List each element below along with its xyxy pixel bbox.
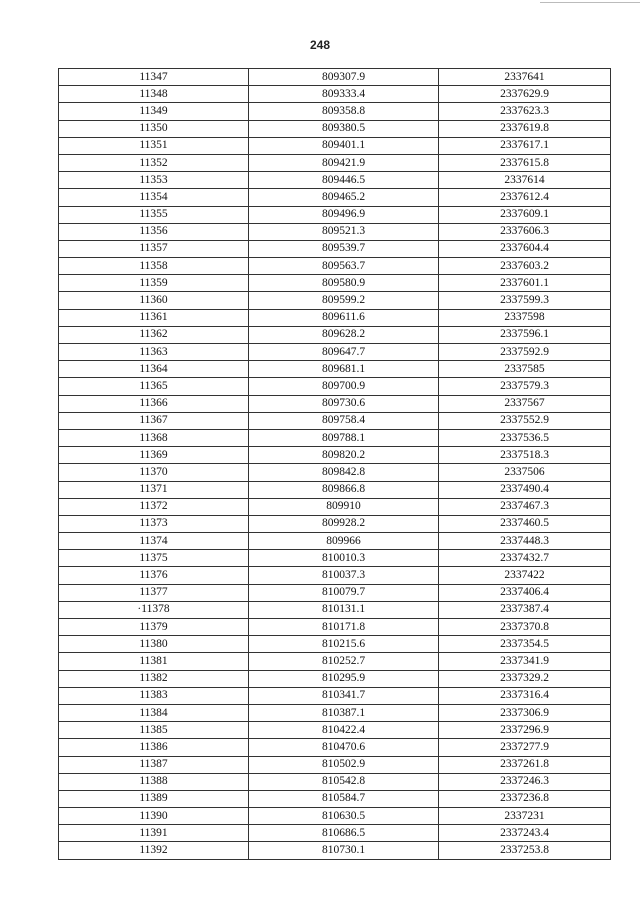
table-row — [59, 722, 611, 739]
table-row — [59, 498, 611, 515]
y-coordinate-cell: 2337432.7 — [439, 550, 611, 567]
table-row — [59, 447, 611, 464]
x-coordinate-cell: 810584.7 — [249, 790, 439, 807]
table-row — [59, 240, 611, 257]
point-id-cell: 11347 — [59, 69, 249, 86]
table-row — [59, 154, 611, 171]
y-coordinate-cell: 2337490.4 — [439, 481, 611, 498]
table-row — [59, 326, 611, 343]
x-coordinate-cell: 809358.8 — [249, 103, 439, 120]
point-id-cell: 11358 — [59, 258, 249, 275]
x-coordinate-cell: 810470.6 — [249, 739, 439, 756]
table-row — [59, 739, 611, 756]
x-coordinate-cell: 809465.2 — [249, 189, 439, 206]
point-id-cell: 11389 — [59, 790, 249, 807]
table-body — [59, 69, 611, 860]
x-coordinate-cell: 809599.2 — [249, 292, 439, 309]
table-row — [59, 567, 611, 584]
point-id-cell: 11374 — [59, 533, 249, 550]
y-coordinate-cell: 2337246.3 — [439, 773, 611, 790]
point-id-cell: 11351 — [59, 137, 249, 154]
point-id-cell: 11363 — [59, 344, 249, 361]
y-coordinate-cell: 2337253.8 — [439, 842, 611, 859]
point-id-cell: 11391 — [59, 825, 249, 842]
point-id-cell: 11376 — [59, 567, 249, 584]
y-coordinate-cell: 2337448.3 — [439, 533, 611, 550]
point-id-cell: 11354 — [59, 189, 249, 206]
point-id-cell: 11353 — [59, 172, 249, 189]
x-coordinate-cell: 809788.1 — [249, 429, 439, 446]
y-coordinate-cell: 2337422 — [439, 567, 611, 584]
table-row — [59, 481, 611, 498]
table-row — [59, 808, 611, 825]
y-coordinate-cell: 2337506 — [439, 464, 611, 481]
x-coordinate-cell: 810502.9 — [249, 756, 439, 773]
x-coordinate-cell: 809758.4 — [249, 412, 439, 429]
point-id-cell: 11360 — [59, 292, 249, 309]
y-coordinate-cell: 2337603.2 — [439, 258, 611, 275]
y-coordinate-cell: 2337354.5 — [439, 636, 611, 653]
x-coordinate-cell: 809307.9 — [249, 69, 439, 86]
x-coordinate-cell: 809539.7 — [249, 240, 439, 257]
x-coordinate-cell: 809496.9 — [249, 206, 439, 223]
table-row — [59, 378, 611, 395]
y-coordinate-cell: 2337261.8 — [439, 756, 611, 773]
x-coordinate-cell: 810215.6 — [249, 636, 439, 653]
table-row — [59, 601, 611, 618]
table-row — [59, 69, 611, 86]
y-coordinate-cell: 2337567 — [439, 395, 611, 412]
y-coordinate-cell: 2337387.4 — [439, 601, 611, 618]
y-coordinate-cell: 2337406.4 — [439, 584, 611, 601]
x-coordinate-cell: 809333.4 — [249, 86, 439, 103]
coordinates-table — [58, 68, 611, 860]
x-coordinate-cell: 810686.5 — [249, 825, 439, 842]
point-id-cell: 11371 — [59, 481, 249, 498]
y-coordinate-cell: 2337316.4 — [439, 687, 611, 704]
x-coordinate-cell: 810387.1 — [249, 704, 439, 721]
table-row — [59, 653, 611, 670]
coordinates-table-container — [58, 68, 610, 860]
x-coordinate-cell: 810630.5 — [249, 808, 439, 825]
x-coordinate-cell: 810010.3 — [249, 550, 439, 567]
table-row — [59, 515, 611, 532]
x-coordinate-cell: 810730.1 — [249, 842, 439, 859]
point-id-cell: 11368 — [59, 429, 249, 446]
y-coordinate-cell: 2337641 — [439, 69, 611, 86]
y-coordinate-cell: 2337598 — [439, 309, 611, 326]
table-row — [59, 773, 611, 790]
table-row — [59, 120, 611, 137]
point-id-cell: 11392 — [59, 842, 249, 859]
point-id-cell: 11387 — [59, 756, 249, 773]
table-row — [59, 361, 611, 378]
point-id-cell: 11365 — [59, 378, 249, 395]
x-coordinate-cell: 809820.2 — [249, 447, 439, 464]
point-id-cell: 11377 — [59, 584, 249, 601]
point-id-cell: 11361 — [59, 309, 249, 326]
table-row — [59, 687, 611, 704]
x-coordinate-cell: 809681.1 — [249, 361, 439, 378]
point-id-cell: 11383 — [59, 687, 249, 704]
table-row — [59, 790, 611, 807]
table-row — [59, 670, 611, 687]
y-coordinate-cell: 2337614 — [439, 172, 611, 189]
table-row — [59, 309, 611, 326]
page-number: 248 — [309, 38, 331, 52]
y-coordinate-cell: 2337370.8 — [439, 619, 611, 636]
x-coordinate-cell: 809928.2 — [249, 515, 439, 532]
y-coordinate-cell: 2337460.5 — [439, 515, 611, 532]
point-id-cell: 11386 — [59, 739, 249, 756]
table-row — [59, 137, 611, 154]
point-id-cell: 11384 — [59, 704, 249, 721]
point-id-cell: 11380 — [59, 636, 249, 653]
x-coordinate-cell: 810252.7 — [249, 653, 439, 670]
point-id-cell: 11349 — [59, 103, 249, 120]
y-coordinate-cell: 2337579.3 — [439, 378, 611, 395]
table-row — [59, 464, 611, 481]
x-coordinate-cell: 809966 — [249, 533, 439, 550]
y-coordinate-cell: 2337629.9 — [439, 86, 611, 103]
point-id-cell: 11375 — [59, 550, 249, 567]
table-row — [59, 412, 611, 429]
y-coordinate-cell: 2337585 — [439, 361, 611, 378]
point-id-cell: 11373 — [59, 515, 249, 532]
table-row — [59, 172, 611, 189]
y-coordinate-cell: 2337277.9 — [439, 739, 611, 756]
point-id-cell: 11390 — [59, 808, 249, 825]
point-id-cell: 11382 — [59, 670, 249, 687]
table-row — [59, 103, 611, 120]
point-id-cell: 11364 — [59, 361, 249, 378]
x-coordinate-cell: 810341.7 — [249, 687, 439, 704]
point-id-cell: 11350 — [59, 120, 249, 137]
x-coordinate-cell: 809842.8 — [249, 464, 439, 481]
table-row — [59, 584, 611, 601]
y-coordinate-cell: 2337341.9 — [439, 653, 611, 670]
table-row — [59, 533, 611, 550]
y-coordinate-cell: 2337236.8 — [439, 790, 611, 807]
point-id-cell: 11356 — [59, 223, 249, 240]
x-coordinate-cell: 809446.5 — [249, 172, 439, 189]
x-coordinate-cell: 809730.6 — [249, 395, 439, 412]
table-row — [59, 825, 611, 842]
x-coordinate-cell: 809580.9 — [249, 275, 439, 292]
point-id-cell: 11369 — [59, 447, 249, 464]
x-coordinate-cell: 810422.4 — [249, 722, 439, 739]
table-row — [59, 344, 611, 361]
point-id-cell: 11381 — [59, 653, 249, 670]
point-id-cell: 11357 — [59, 240, 249, 257]
x-coordinate-cell: 809563.7 — [249, 258, 439, 275]
y-coordinate-cell: 2337617.1 — [439, 137, 611, 154]
y-coordinate-cell: 2337623.3 — [439, 103, 611, 120]
point-id-cell: 11352 — [59, 154, 249, 171]
table-row — [59, 223, 611, 240]
y-coordinate-cell: 2337604.4 — [439, 240, 611, 257]
x-coordinate-cell: 809910 — [249, 498, 439, 515]
table-row — [59, 429, 611, 446]
y-coordinate-cell: 2337612.4 — [439, 189, 611, 206]
scan-edge-line — [540, 2, 640, 3]
y-coordinate-cell: 2337619.8 — [439, 120, 611, 137]
point-id-cell: 11359 — [59, 275, 249, 292]
x-coordinate-cell: 809628.2 — [249, 326, 439, 343]
x-coordinate-cell: 809521.3 — [249, 223, 439, 240]
y-coordinate-cell: 2337606.3 — [439, 223, 611, 240]
y-coordinate-cell: 2337615.8 — [439, 154, 611, 171]
table-row — [59, 619, 611, 636]
x-coordinate-cell: 809401.1 — [249, 137, 439, 154]
table-row — [59, 275, 611, 292]
table-row — [59, 258, 611, 275]
table-row — [59, 206, 611, 223]
y-coordinate-cell: 2337552.9 — [439, 412, 611, 429]
y-coordinate-cell: 2337599.3 — [439, 292, 611, 309]
table-row — [59, 86, 611, 103]
y-coordinate-cell: 2337243.4 — [439, 825, 611, 842]
x-coordinate-cell: 810295.9 — [249, 670, 439, 687]
point-id-cell: 11355 — [59, 206, 249, 223]
y-coordinate-cell: 2337329.2 — [439, 670, 611, 687]
point-id-cell: 11362 — [59, 326, 249, 343]
x-coordinate-cell: 809647.7 — [249, 344, 439, 361]
point-id-cell: 11385 — [59, 722, 249, 739]
point-id-cell: 11367 — [59, 412, 249, 429]
x-coordinate-cell: 809380.5 — [249, 120, 439, 137]
x-coordinate-cell: 809866.8 — [249, 481, 439, 498]
y-coordinate-cell: 2337592.9 — [439, 344, 611, 361]
table-row — [59, 189, 611, 206]
table-row — [59, 704, 611, 721]
y-coordinate-cell: 2337536.5 — [439, 429, 611, 446]
table-row — [59, 842, 611, 859]
x-coordinate-cell: 809700.9 — [249, 378, 439, 395]
y-coordinate-cell: 2337601.1 — [439, 275, 611, 292]
table-row — [59, 636, 611, 653]
y-coordinate-cell: 2337596.1 — [439, 326, 611, 343]
y-coordinate-cell: 2337518.3 — [439, 447, 611, 464]
y-coordinate-cell: 2337467.3 — [439, 498, 611, 515]
x-coordinate-cell: 810079.7 — [249, 584, 439, 601]
table-row — [59, 395, 611, 412]
y-coordinate-cell: 2337609.1 — [439, 206, 611, 223]
x-coordinate-cell: 810542.8 — [249, 773, 439, 790]
x-coordinate-cell: 809611.6 — [249, 309, 439, 326]
point-id-cell: ·11378 — [59, 601, 249, 618]
table-row — [59, 550, 611, 567]
x-coordinate-cell: 809421.9 — [249, 154, 439, 171]
x-coordinate-cell: 810171.8 — [249, 619, 439, 636]
point-id-cell: 11388 — [59, 773, 249, 790]
table-row — [59, 292, 611, 309]
x-coordinate-cell: 810037.3 — [249, 567, 439, 584]
point-id-cell: 11366 — [59, 395, 249, 412]
point-id-cell: 11370 — [59, 464, 249, 481]
y-coordinate-cell: 2337231 — [439, 808, 611, 825]
y-coordinate-cell: 2337306.9 — [439, 704, 611, 721]
table-row — [59, 756, 611, 773]
x-coordinate-cell: 810131.1 — [249, 601, 439, 618]
point-id-cell: 11379 — [59, 619, 249, 636]
y-coordinate-cell: 2337296.9 — [439, 722, 611, 739]
point-id-cell: 11348 — [59, 86, 249, 103]
point-id-cell: 11372 — [59, 498, 249, 515]
